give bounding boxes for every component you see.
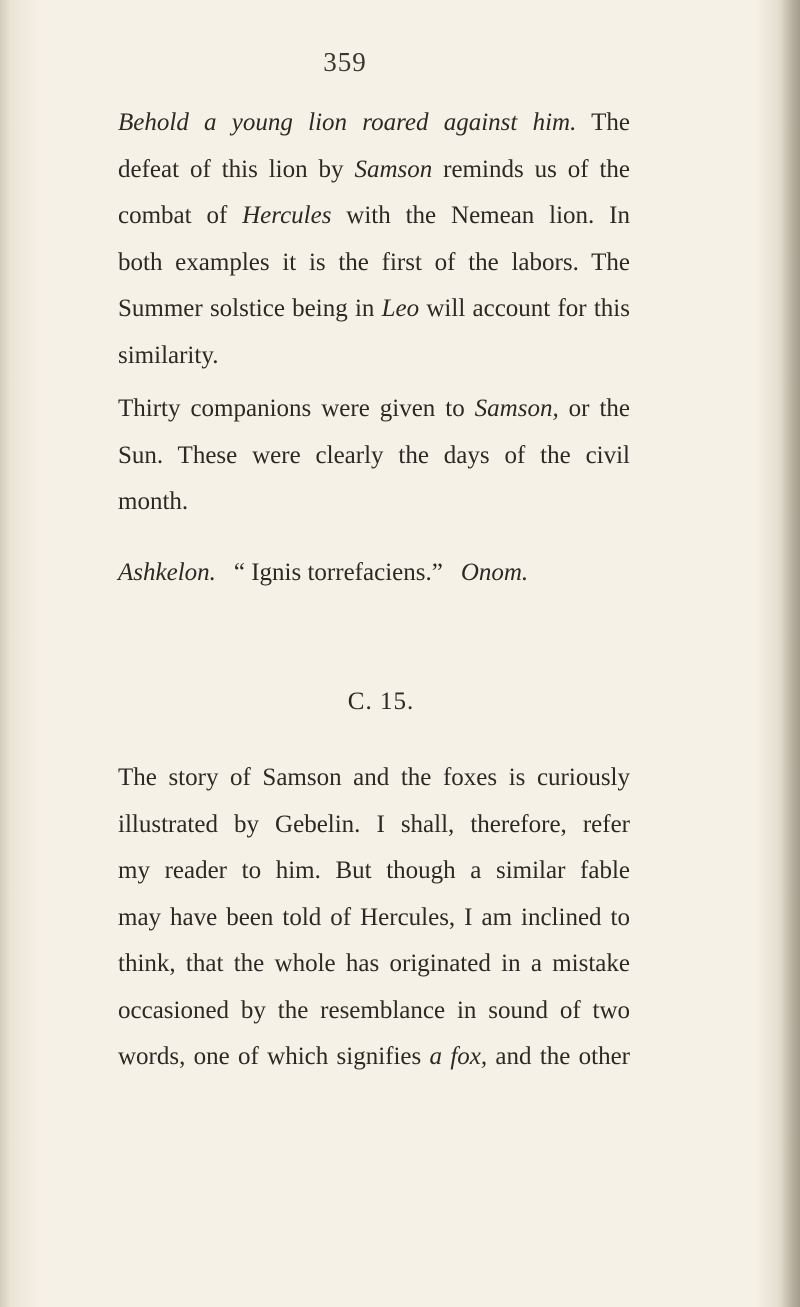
text-run: illustrated by Gebelin. I shall, therefore, refer — [118, 810, 630, 838]
paragraph-foxes — [118, 755, 630, 1081]
text-run: my reader to him. But though a similar fable — [118, 857, 630, 884]
text-line — [118, 240, 630, 287]
text-line — [118, 479, 630, 526]
italic-name: Hercules — [242, 202, 332, 229]
italic-name: Samson, — [474, 395, 559, 422]
italic-name: Leo — [381, 295, 420, 322]
text-run: The story of Samson and the foxes is curiously — [118, 764, 630, 791]
text-line — [118, 147, 630, 194]
text-run: or the — [558, 395, 630, 422]
text-run: similarity. — [118, 341, 219, 369]
text-run: with the Nemean lion. In — [331, 202, 630, 229]
text-run: will account for this — [419, 295, 630, 322]
paragraph-lion — [118, 100, 630, 379]
text-line — [118, 1034, 630, 1081]
text-line — [118, 941, 630, 988]
text-run: may have been told of Hercules, I am inclined to — [118, 903, 630, 931]
text-line — [118, 386, 630, 433]
text-run: combat of — [118, 202, 243, 229]
text-line — [118, 755, 630, 802]
reference-source: Onom. — [460, 559, 529, 586]
text-run: Summer solstice being in — [118, 295, 382, 322]
text-run: month. — [118, 488, 189, 515]
text-line — [118, 193, 630, 240]
text-line — [118, 333, 630, 380]
text-line — [118, 848, 630, 895]
text-run: and the other — [487, 1043, 631, 1070]
text-run: think, that the whole has originated in a mistake — [118, 950, 630, 977]
text-line — [118, 286, 630, 333]
text-run: defeat of this lion by — [118, 155, 355, 183]
text-run: reminds us of the — [432, 155, 630, 183]
text-line — [118, 802, 630, 849]
text-run: words, one of which signifies — [118, 1043, 430, 1070]
text-line — [118, 895, 630, 942]
italic-phrase: a fox, — [429, 1043, 488, 1070]
reference-place: Ashkelon. — [118, 559, 216, 586]
italic-name: Samson — [354, 155, 433, 183]
text-run: occasioned by the resemblance in sound of two — [118, 996, 630, 1024]
text-line — [118, 988, 630, 1035]
text-run: both examples it is the first of the labors. The — [118, 248, 630, 276]
text-line — [118, 100, 630, 147]
text-run: Thirty companions were given to — [118, 395, 475, 422]
page-number: 359 — [323, 47, 367, 77]
reference-line — [118, 550, 630, 596]
text-run: Sun. These were clearly the days of the civil — [118, 441, 630, 469]
italic-phrase: Behold a young lion roared against him. — [118, 109, 577, 136]
page-left-edge — [0, 0, 10, 1307]
paragraph-companions — [118, 386, 630, 526]
text-line — [118, 433, 630, 480]
text-run: The — [576, 109, 631, 136]
section-heading: C. 15. — [347, 688, 415, 715]
reference-quote: “ Ignis torrefaciens.” — [233, 559, 443, 586]
page-gutter-shadow — [778, 0, 800, 1307]
